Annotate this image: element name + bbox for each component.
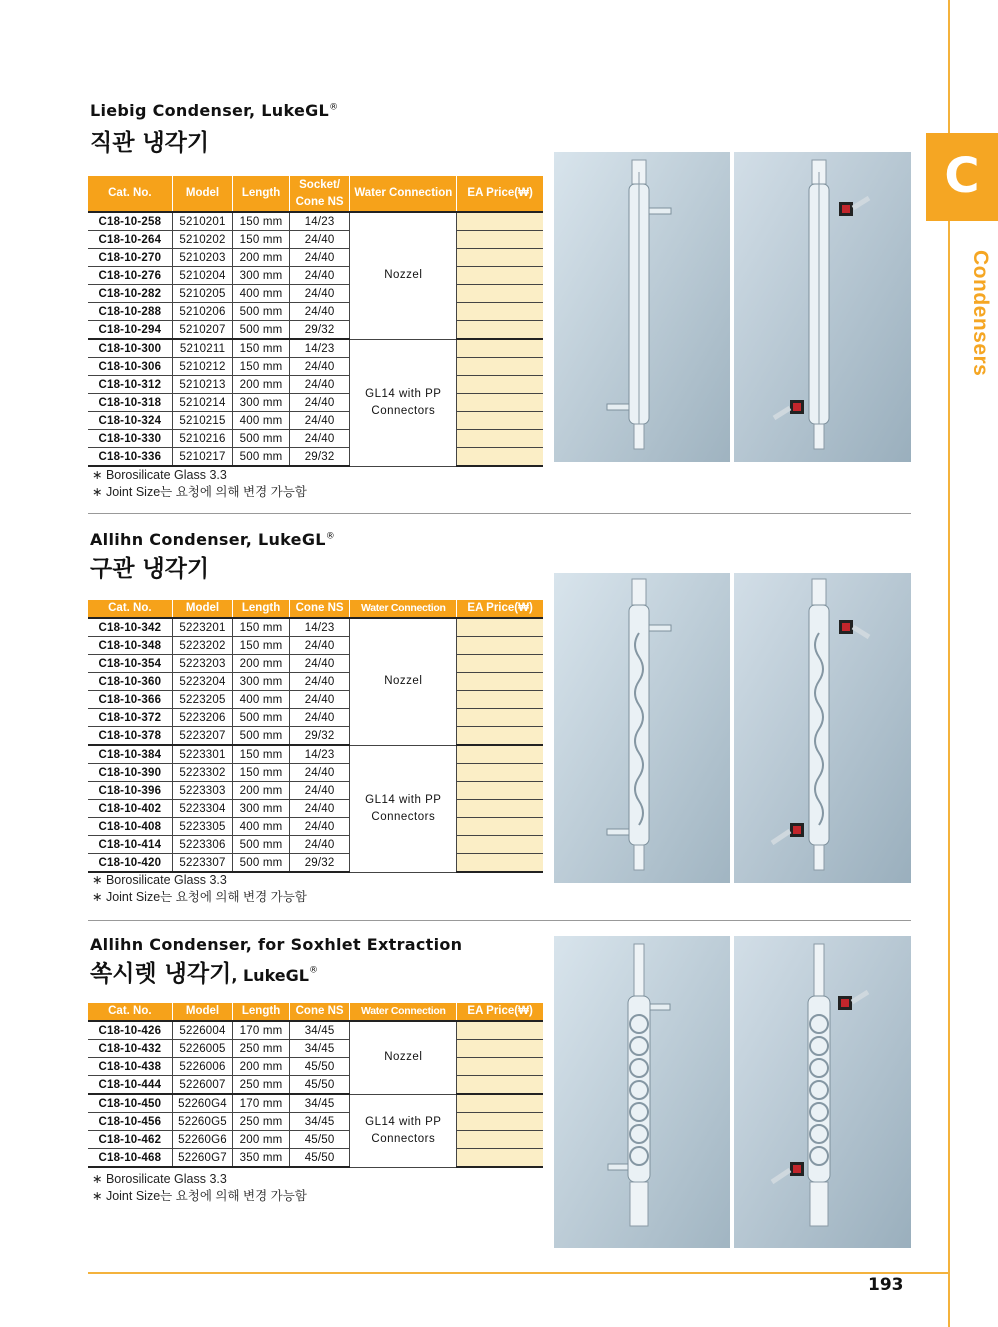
table-row bbox=[88, 782, 543, 800]
length-cell: 200 mm bbox=[233, 376, 289, 394]
table-row bbox=[88, 618, 543, 637]
water-connection-cell: GL14 with PP Connectors bbox=[350, 339, 457, 466]
cone-cell: 29/32 bbox=[289, 321, 350, 340]
water-connection-cell: Nozzel bbox=[350, 618, 457, 745]
cone-cell: 24/40 bbox=[289, 764, 350, 782]
cone-cell: 24/40 bbox=[289, 358, 350, 376]
cone-cell: 24/40 bbox=[289, 782, 350, 800]
water-connection-cell: Nozzel bbox=[350, 1021, 457, 1094]
header-model: Model bbox=[172, 1003, 233, 1021]
cone-cell: 34/45 bbox=[289, 1040, 350, 1058]
table-row bbox=[88, 1149, 543, 1168]
cat-no-cell: C18-10-354 bbox=[88, 655, 172, 673]
length-cell: 150 mm bbox=[233, 618, 289, 637]
table-row bbox=[88, 655, 543, 673]
liebig-gl14-photo bbox=[734, 152, 911, 462]
price-cell bbox=[457, 1021, 543, 1040]
price-cell bbox=[457, 376, 543, 394]
cone-cell: 45/50 bbox=[289, 1076, 350, 1095]
price-cell bbox=[457, 637, 543, 655]
table-row bbox=[88, 430, 543, 448]
model-cell: 5223204 bbox=[172, 673, 233, 691]
cat-no-cell: C18-10-390 bbox=[88, 764, 172, 782]
table-row bbox=[88, 800, 543, 818]
price-cell bbox=[457, 727, 543, 746]
cone-cell: 24/40 bbox=[289, 655, 350, 673]
length-cell: 200 mm bbox=[233, 249, 289, 267]
length-cell: 400 mm bbox=[233, 818, 289, 836]
length-cell: 200 mm bbox=[233, 1131, 289, 1149]
price-cell bbox=[457, 1040, 543, 1058]
table-row bbox=[88, 1113, 543, 1131]
price-cell bbox=[457, 231, 543, 249]
price-cell bbox=[457, 709, 543, 727]
model-cell: 5223206 bbox=[172, 709, 233, 727]
length-cell: 500 mm bbox=[233, 448, 289, 467]
table-row bbox=[88, 764, 543, 782]
cone-cell: 24/40 bbox=[289, 637, 350, 655]
note: ∗ Joint Size는 요청에 의해 변경 가능함 bbox=[92, 1189, 307, 1203]
cat-no-cell: C18-10-426 bbox=[88, 1021, 172, 1040]
length-cell: 350 mm bbox=[233, 1149, 289, 1168]
table-row bbox=[88, 285, 543, 303]
price-cell bbox=[457, 285, 543, 303]
table-row bbox=[88, 818, 543, 836]
table-row bbox=[88, 836, 543, 854]
cone-cell: 24/40 bbox=[289, 800, 350, 818]
header-water-connection: Water Connection bbox=[350, 600, 457, 618]
cat-no-cell: C18-10-408 bbox=[88, 818, 172, 836]
cat-no-cell: C18-10-444 bbox=[88, 1076, 172, 1095]
cat-no-cell: C18-10-264 bbox=[88, 231, 172, 249]
condenser-illustration bbox=[554, 573, 730, 883]
divider bbox=[88, 920, 911, 921]
model-cell: 52260G7 bbox=[172, 1149, 233, 1168]
cone-cell: 45/50 bbox=[289, 1131, 350, 1149]
length-cell: 500 mm bbox=[233, 727, 289, 746]
model-cell: 5210203 bbox=[172, 249, 233, 267]
price-cell bbox=[457, 394, 543, 412]
divider bbox=[88, 513, 911, 514]
note: ∗ Borosilicate Glass 3.3 bbox=[92, 468, 227, 482]
length-cell: 500 mm bbox=[233, 854, 289, 873]
cat-no-cell: C18-10-270 bbox=[88, 249, 172, 267]
water-connection-cell: GL14 with PP Connectors bbox=[350, 1094, 457, 1167]
header-model: Model bbox=[172, 600, 233, 618]
length-cell: 300 mm bbox=[233, 800, 289, 818]
soxhlet-gl14-photo bbox=[734, 936, 911, 1248]
model-cell: 5210211 bbox=[172, 339, 233, 358]
cat-no-cell: C18-10-438 bbox=[88, 1058, 172, 1076]
price-cell bbox=[457, 691, 543, 709]
model-cell: 5226004 bbox=[172, 1021, 233, 1040]
cone-cell: 45/50 bbox=[289, 1058, 350, 1076]
section-3-spec-table bbox=[88, 1003, 543, 1168]
cat-no-cell: C18-10-324 bbox=[88, 412, 172, 430]
table-row bbox=[88, 212, 543, 231]
price-cell bbox=[457, 618, 543, 637]
length-cell: 500 mm bbox=[233, 430, 289, 448]
section-2-notes bbox=[92, 872, 307, 906]
table-row bbox=[88, 376, 543, 394]
table-row bbox=[88, 745, 543, 764]
length-cell: 170 mm bbox=[233, 1094, 289, 1113]
model-cell: 5210217 bbox=[172, 448, 233, 467]
header-price: EA Price(₩) bbox=[457, 176, 543, 212]
header-cone: Cone NS bbox=[289, 1003, 350, 1021]
table-row bbox=[88, 1131, 543, 1149]
model-cell: 5210214 bbox=[172, 394, 233, 412]
cone-cell: 24/40 bbox=[289, 231, 350, 249]
price-cell bbox=[457, 267, 543, 285]
cat-no-cell: C18-10-372 bbox=[88, 709, 172, 727]
price-cell bbox=[457, 782, 543, 800]
table-row bbox=[88, 691, 543, 709]
cat-no-cell: C18-10-312 bbox=[88, 376, 172, 394]
price-cell bbox=[457, 655, 543, 673]
cone-cell: 14/23 bbox=[289, 339, 350, 358]
price-cell bbox=[457, 430, 543, 448]
header-length: Length bbox=[233, 600, 289, 618]
cat-no-cell: C18-10-378 bbox=[88, 727, 172, 746]
page-number: 193 bbox=[868, 1275, 904, 1295]
length-cell: 170 mm bbox=[233, 1021, 289, 1040]
length-cell: 300 mm bbox=[233, 267, 289, 285]
cat-no-cell: C18-10-306 bbox=[88, 358, 172, 376]
header-cone: Cone NS bbox=[289, 600, 350, 618]
price-cell bbox=[457, 818, 543, 836]
length-cell: 150 mm bbox=[233, 764, 289, 782]
condenser-illustration bbox=[554, 936, 730, 1248]
condenser-illustration bbox=[554, 152, 730, 462]
table-row bbox=[88, 1058, 543, 1076]
section-3-title-ko: 쏙시렛 냉각기, LukeGL® bbox=[90, 961, 318, 987]
header-water-connection: Water Connection bbox=[350, 176, 457, 212]
price-cell bbox=[457, 1094, 543, 1113]
cat-no-cell: C18-10-450 bbox=[88, 1094, 172, 1113]
section-3-title-en: Allihn Condenser, for Soxhlet Extraction bbox=[90, 935, 463, 954]
cone-cell: 14/23 bbox=[289, 618, 350, 637]
table-row bbox=[88, 709, 543, 727]
length-cell: 400 mm bbox=[233, 691, 289, 709]
model-cell: 5223302 bbox=[172, 764, 233, 782]
table-row bbox=[88, 249, 543, 267]
price-cell bbox=[457, 321, 543, 340]
water-connection-cell: GL14 with PP Connectors bbox=[350, 745, 457, 872]
cone-cell: 34/45 bbox=[289, 1094, 350, 1113]
cone-cell: 24/40 bbox=[289, 394, 350, 412]
cat-no-cell: C18-10-276 bbox=[88, 267, 172, 285]
table-row bbox=[88, 394, 543, 412]
cone-cell: 24/40 bbox=[289, 249, 350, 267]
allihn-gl14-photo bbox=[734, 573, 911, 883]
model-cell: 5223301 bbox=[172, 745, 233, 764]
price-cell bbox=[457, 673, 543, 691]
section-1-spec-table bbox=[88, 176, 543, 467]
length-cell: 250 mm bbox=[233, 1076, 289, 1095]
cat-no-cell: C18-10-288 bbox=[88, 303, 172, 321]
header-cat-no: Cat. No. bbox=[88, 176, 172, 212]
length-cell: 500 mm bbox=[233, 836, 289, 854]
price-cell bbox=[457, 358, 543, 376]
length-cell: 150 mm bbox=[233, 212, 289, 231]
model-cell: 5223304 bbox=[172, 800, 233, 818]
length-cell: 500 mm bbox=[233, 321, 289, 340]
model-cell: 5210204 bbox=[172, 267, 233, 285]
cat-no-cell: C18-10-330 bbox=[88, 430, 172, 448]
price-cell bbox=[457, 1113, 543, 1131]
length-cell: 150 mm bbox=[233, 358, 289, 376]
header-water-connection: Water Connection bbox=[350, 1003, 457, 1021]
model-cell: 5210212 bbox=[172, 358, 233, 376]
length-cell: 500 mm bbox=[233, 709, 289, 727]
header-price: EA Price(₩) bbox=[457, 600, 543, 618]
model-cell: 5223203 bbox=[172, 655, 233, 673]
cat-no-cell: C18-10-300 bbox=[88, 339, 172, 358]
model-cell: 5223201 bbox=[172, 618, 233, 637]
table-row bbox=[88, 1021, 543, 1040]
length-cell: 300 mm bbox=[233, 394, 289, 412]
cat-no-cell: C18-10-414 bbox=[88, 836, 172, 854]
table-row bbox=[88, 1076, 543, 1095]
table-row bbox=[88, 412, 543, 430]
length-cell: 150 mm bbox=[233, 339, 289, 358]
length-cell: 500 mm bbox=[233, 303, 289, 321]
soxhlet-nozzle-photo bbox=[554, 936, 730, 1248]
price-cell bbox=[457, 800, 543, 818]
model-cell: 5210213 bbox=[172, 376, 233, 394]
cat-no-cell: C18-10-432 bbox=[88, 1040, 172, 1058]
header-cone: Socket/ Cone NS bbox=[289, 176, 350, 212]
footer-rule bbox=[88, 1272, 948, 1274]
chapter-label: Condensers bbox=[969, 250, 992, 377]
section-2-title-ko: 구관 냉각기 bbox=[90, 556, 210, 582]
cone-cell: 14/23 bbox=[289, 745, 350, 764]
section-1-title-en: Liebig Condenser, LukeGL® bbox=[90, 101, 339, 120]
allihn-nozzle-photo bbox=[554, 573, 730, 883]
water-connection-cell: Nozzel bbox=[350, 212, 457, 339]
cat-no-cell: C18-10-294 bbox=[88, 321, 172, 340]
condenser-illustration bbox=[734, 573, 911, 883]
model-cell: 5210207 bbox=[172, 321, 233, 340]
cone-cell: 34/45 bbox=[289, 1021, 350, 1040]
cat-no-cell: C18-10-366 bbox=[88, 691, 172, 709]
model-cell: 5210201 bbox=[172, 212, 233, 231]
note: ∗ Borosilicate Glass 3.3 bbox=[92, 1172, 227, 1186]
model-cell: 5210216 bbox=[172, 430, 233, 448]
model-cell: 5223307 bbox=[172, 854, 233, 873]
model-cell: 52260G4 bbox=[172, 1094, 233, 1113]
table-row bbox=[88, 358, 543, 376]
section-1-notes bbox=[92, 467, 307, 501]
table-row bbox=[88, 321, 543, 340]
condenser-illustration bbox=[734, 152, 911, 462]
note: ∗ Borosilicate Glass 3.3 bbox=[92, 873, 227, 887]
header-cat-no: Cat. No. bbox=[88, 1003, 172, 1021]
price-cell bbox=[457, 303, 543, 321]
length-cell: 150 mm bbox=[233, 637, 289, 655]
cone-cell: 24/40 bbox=[289, 691, 350, 709]
table-row bbox=[88, 339, 543, 358]
cone-cell: 29/32 bbox=[289, 448, 350, 467]
header-length: Length bbox=[233, 176, 289, 212]
model-cell: 5210215 bbox=[172, 412, 233, 430]
model-cell: 5210206 bbox=[172, 303, 233, 321]
cone-cell: 14/23 bbox=[289, 212, 350, 231]
cat-no-cell: C18-10-336 bbox=[88, 448, 172, 467]
cone-cell: 29/32 bbox=[289, 854, 350, 873]
table-row bbox=[88, 637, 543, 655]
cat-no-cell: C18-10-348 bbox=[88, 637, 172, 655]
table-row bbox=[88, 303, 543, 321]
liebig-nozzle-photo bbox=[554, 152, 730, 462]
condenser-illustration bbox=[734, 936, 911, 1248]
model-cell: 5226005 bbox=[172, 1040, 233, 1058]
header-cat-no: Cat. No. bbox=[88, 600, 172, 618]
cone-cell: 24/40 bbox=[289, 430, 350, 448]
model-cell: 5223207 bbox=[172, 727, 233, 746]
model-cell: 5210205 bbox=[172, 285, 233, 303]
length-cell: 200 mm bbox=[233, 655, 289, 673]
price-cell bbox=[457, 412, 543, 430]
price-cell bbox=[457, 249, 543, 267]
price-cell bbox=[457, 745, 543, 764]
price-cell bbox=[457, 1076, 543, 1095]
cone-cell: 24/40 bbox=[289, 267, 350, 285]
cone-cell: 24/40 bbox=[289, 303, 350, 321]
model-cell: 5226007 bbox=[172, 1076, 233, 1095]
model-cell: 5223303 bbox=[172, 782, 233, 800]
table-row bbox=[88, 1094, 543, 1113]
cone-cell: 29/32 bbox=[289, 727, 350, 746]
price-cell bbox=[457, 448, 543, 467]
header-model: Model bbox=[172, 176, 233, 212]
cone-cell: 24/40 bbox=[289, 673, 350, 691]
note: ∗ Joint Size는 요청에 의해 변경 가능함 bbox=[92, 485, 307, 499]
price-cell bbox=[457, 1131, 543, 1149]
length-cell: 150 mm bbox=[233, 745, 289, 764]
length-cell: 300 mm bbox=[233, 673, 289, 691]
table-row bbox=[88, 231, 543, 249]
model-cell: 5223205 bbox=[172, 691, 233, 709]
table-row bbox=[88, 854, 543, 873]
model-cell: 5210202 bbox=[172, 231, 233, 249]
cone-cell: 24/40 bbox=[289, 818, 350, 836]
table-row bbox=[88, 673, 543, 691]
section-2-title-en: Allihn Condenser, LukeGL® bbox=[90, 530, 336, 549]
section-1-title-ko: 직관 냉각기 bbox=[90, 130, 210, 156]
section-3-notes bbox=[92, 1171, 307, 1205]
length-cell: 200 mm bbox=[233, 1058, 289, 1076]
length-cell: 200 mm bbox=[233, 782, 289, 800]
cat-no-cell: C18-10-342 bbox=[88, 618, 172, 637]
cat-no-cell: C18-10-468 bbox=[88, 1149, 172, 1168]
cone-cell: 24/40 bbox=[289, 376, 350, 394]
cone-cell: 24/40 bbox=[289, 285, 350, 303]
model-cell: 52260G6 bbox=[172, 1131, 233, 1149]
cat-no-cell: C18-10-318 bbox=[88, 394, 172, 412]
price-cell bbox=[457, 854, 543, 873]
header-price: EA Price(₩) bbox=[457, 1003, 543, 1021]
cone-cell: 24/40 bbox=[289, 836, 350, 854]
cat-no-cell: C18-10-402 bbox=[88, 800, 172, 818]
cat-no-cell: C18-10-420 bbox=[88, 854, 172, 873]
length-cell: 400 mm bbox=[233, 285, 289, 303]
table-row bbox=[88, 267, 543, 285]
model-cell: 5223305 bbox=[172, 818, 233, 836]
price-cell bbox=[457, 1058, 543, 1076]
length-cell: 400 mm bbox=[233, 412, 289, 430]
table-row bbox=[88, 727, 543, 746]
cat-no-cell: C18-10-456 bbox=[88, 1113, 172, 1131]
cat-no-cell: C18-10-360 bbox=[88, 673, 172, 691]
model-cell: 5226006 bbox=[172, 1058, 233, 1076]
note: ∗ Joint Size는 요청에 의해 변경 가능함 bbox=[92, 890, 307, 904]
model-cell: 5223306 bbox=[172, 836, 233, 854]
cone-cell: 24/40 bbox=[289, 412, 350, 430]
length-cell: 150 mm bbox=[233, 231, 289, 249]
model-cell: 5223202 bbox=[172, 637, 233, 655]
price-cell bbox=[457, 212, 543, 231]
table-row bbox=[88, 1040, 543, 1058]
cat-no-cell: C18-10-462 bbox=[88, 1131, 172, 1149]
table-row bbox=[88, 448, 543, 467]
header-length: Length bbox=[233, 1003, 289, 1021]
price-cell bbox=[457, 764, 543, 782]
chapter-tab: C bbox=[926, 133, 998, 221]
cat-no-cell: C18-10-396 bbox=[88, 782, 172, 800]
length-cell: 250 mm bbox=[233, 1113, 289, 1131]
cone-cell: 45/50 bbox=[289, 1149, 350, 1168]
length-cell: 250 mm bbox=[233, 1040, 289, 1058]
cat-no-cell: C18-10-384 bbox=[88, 745, 172, 764]
cone-cell: 24/40 bbox=[289, 709, 350, 727]
cone-cell: 34/45 bbox=[289, 1113, 350, 1131]
price-cell bbox=[457, 836, 543, 854]
price-cell bbox=[457, 1149, 543, 1168]
cat-no-cell: C18-10-258 bbox=[88, 212, 172, 231]
model-cell: 52260G5 bbox=[172, 1113, 233, 1131]
section-2-spec-table bbox=[88, 600, 543, 873]
cat-no-cell: C18-10-282 bbox=[88, 285, 172, 303]
price-cell bbox=[457, 339, 543, 358]
